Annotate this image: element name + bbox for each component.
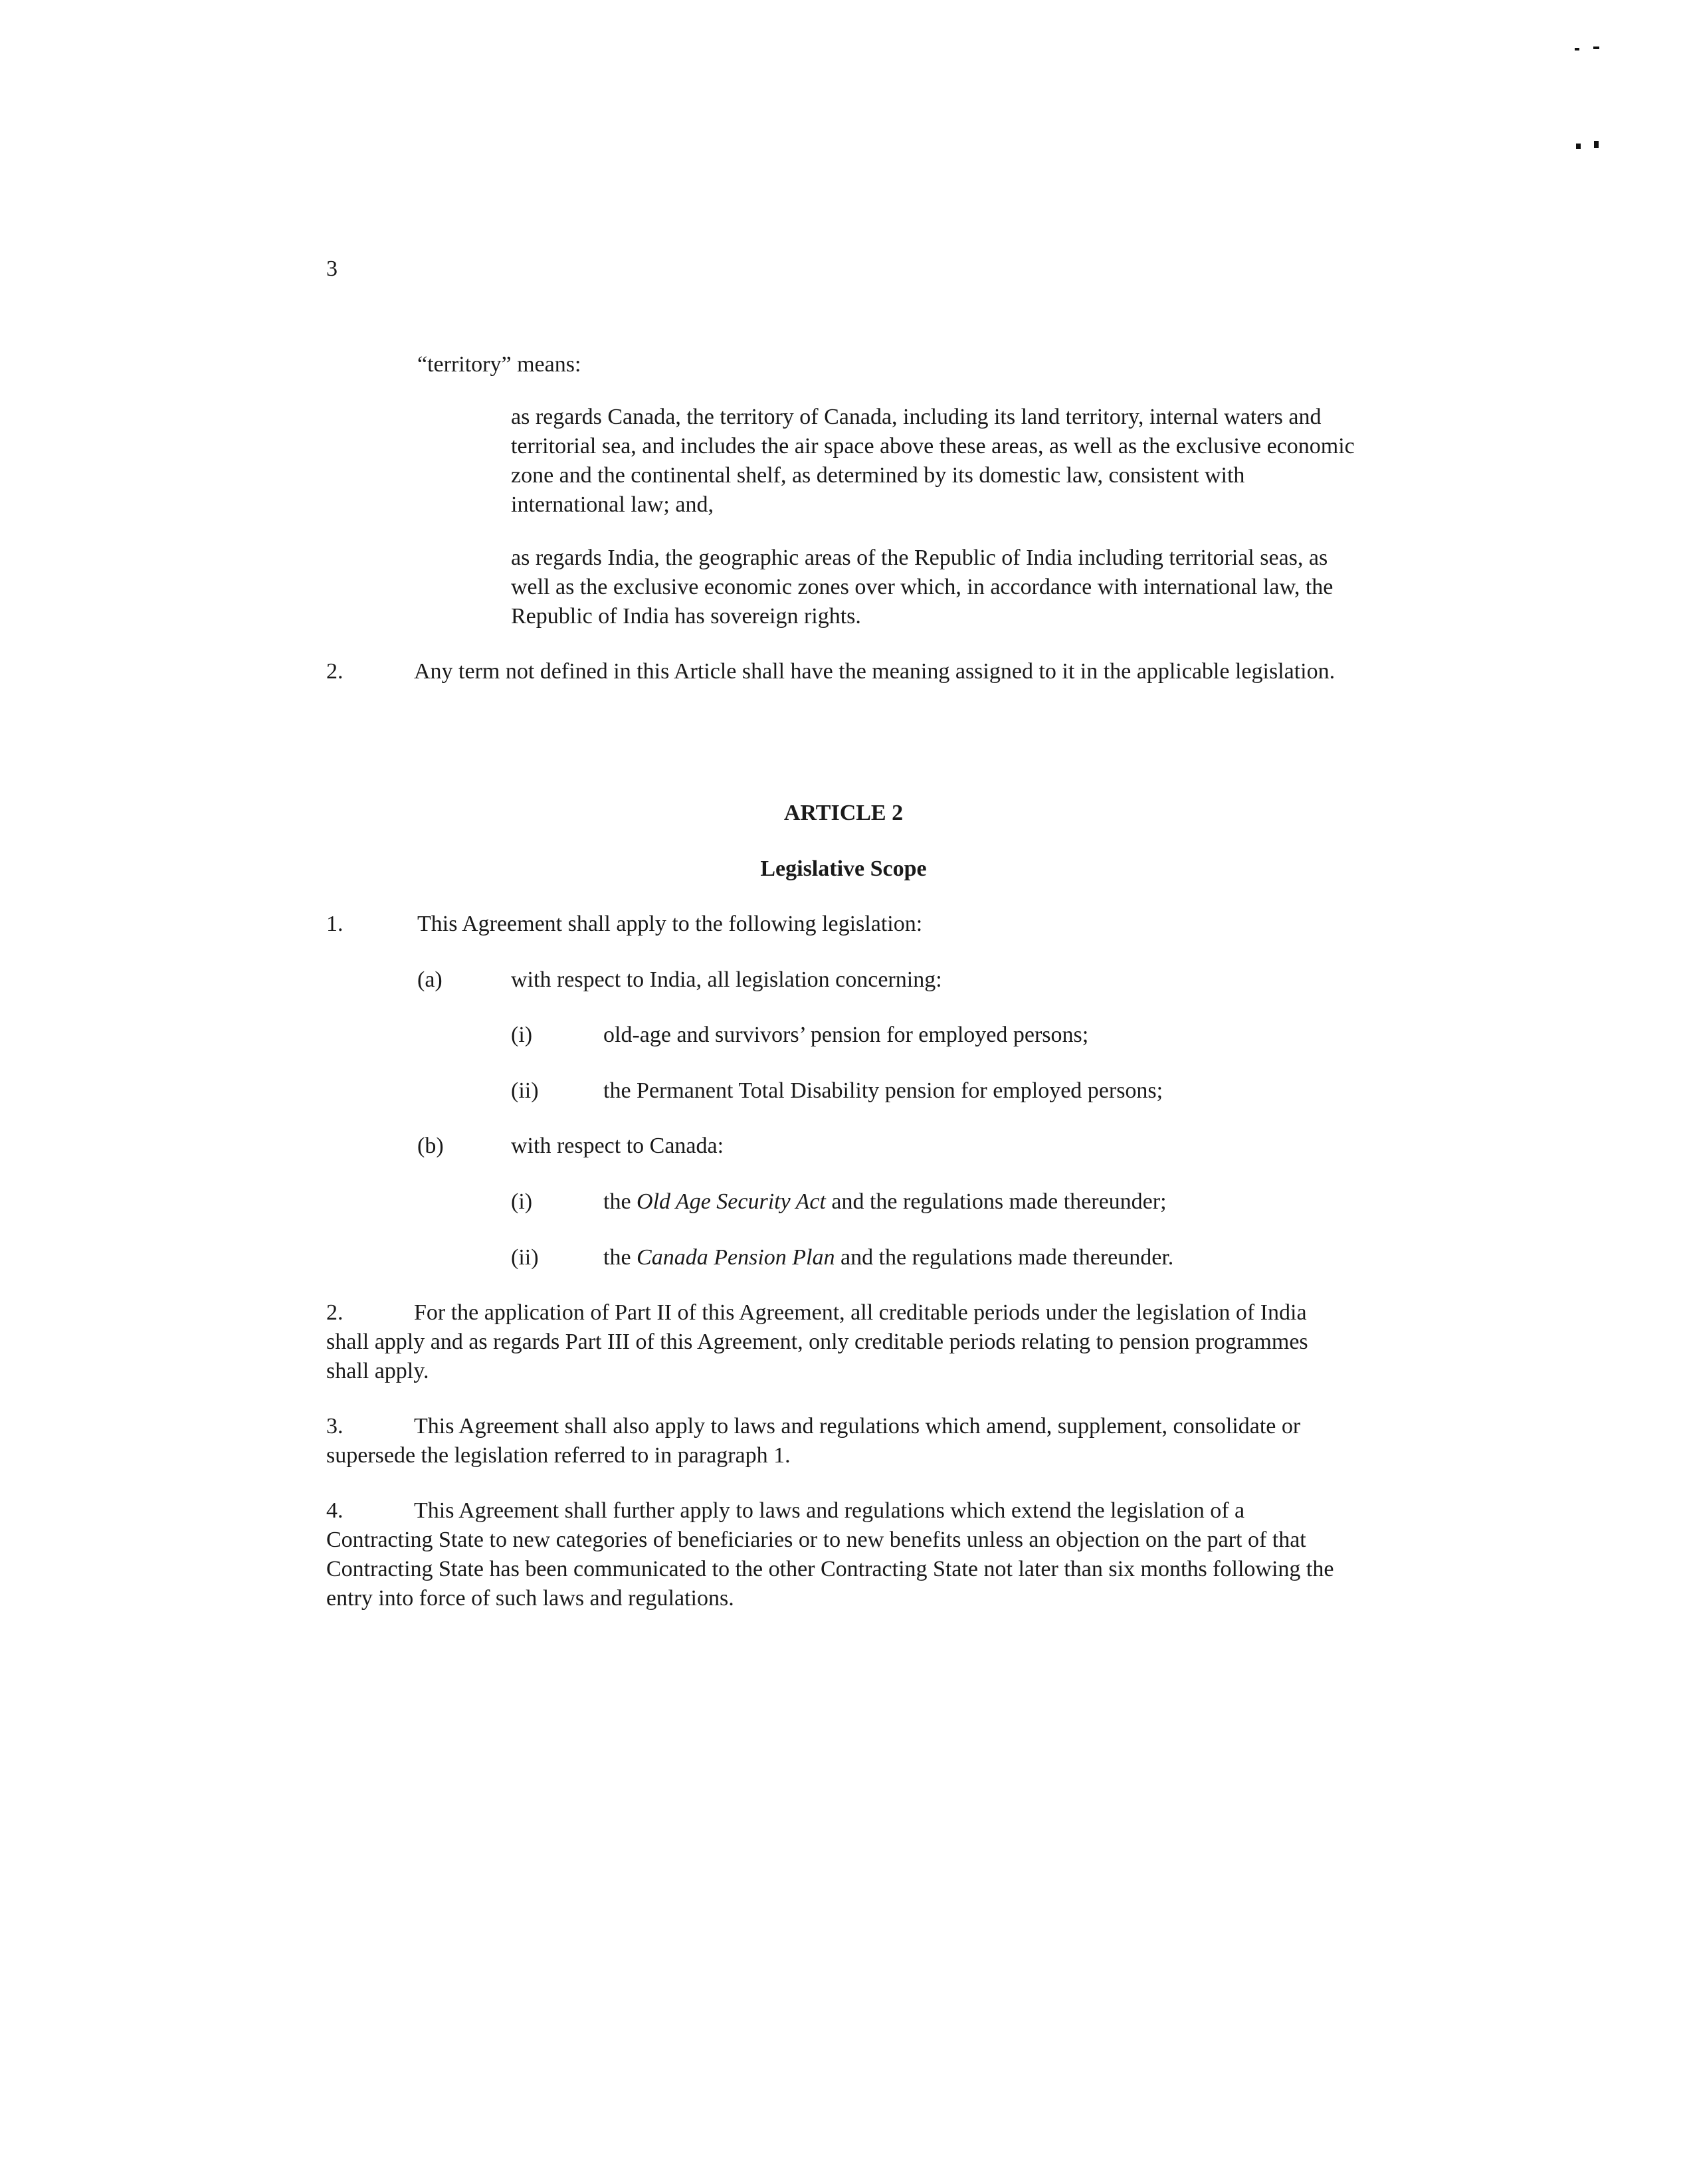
paragraph-number: 1. (326, 912, 344, 936)
definition-india: as regards India, the geographic areas of the Republic of India including territorial seas, as well as the exclusive economic zones over which, in accordance with international law, the Republic of India has sovereign rights. (511, 546, 1334, 629)
act-title: Old Age Security Act (637, 1189, 826, 1214)
definition-canada: as regards Canada, the territory of Canada, including its land territory, internal waters and territorial sea, and includes the air space above these areas, as well as the exclusive economic zone and the continental shelf, as determined by its domestic law, consistent with international law; and, (511, 405, 1355, 517)
paragraph-text: Any term not defined in this Article shall have the meaning assigned to it in the applicable legislation. (414, 659, 1336, 684)
scan-mark (1593, 47, 1599, 49)
clause-label: (a) (417, 967, 443, 992)
article-title: ARTICLE 2 (783, 801, 904, 825)
paragraph-number: 4. (326, 1498, 344, 1523)
article1-paragraph-2 (326, 657, 1349, 686)
paragraph-text: This Agreement shall apply to the following legislation: (417, 912, 923, 936)
item-label: (ii) (511, 1245, 539, 1270)
act-title: Canada Pension Plan (637, 1245, 835, 1270)
paragraph-text: For the application of Part II of this Agreement, all creditable periods under the legislation of India shall apply and as regards Part III of this Agreement, only creditable periods relating to pension programmes shall apply. (326, 1300, 1308, 1383)
clause-text: with respect to India, all legislation concerning: (511, 967, 942, 992)
paragraph-number: 3. (326, 1414, 344, 1439)
paragraph-number: 2. (326, 1300, 344, 1325)
article2-paragraph-2 (326, 1298, 1349, 1386)
item-text-post: and the regulations made thereunder; (825, 1189, 1167, 1214)
item-label: (ii) (511, 1078, 539, 1103)
article2-paragraph-3 (326, 1412, 1349, 1470)
item-text (603, 1243, 1173, 1272)
item-label: (i) (511, 1023, 533, 1047)
item-text-post: and the regulations made thereunder. (835, 1245, 1174, 1270)
article2-paragraph-4 (326, 1496, 1349, 1613)
scan-mark (1594, 141, 1599, 148)
paragraph-number: 2. (326, 659, 344, 684)
item-text: the Permanent Total Disability pension for employed persons; (603, 1078, 1163, 1103)
scan-mark (1576, 144, 1581, 149)
clause-label: (b) (417, 1134, 444, 1158)
article-subtitle: Legislative Scope (760, 856, 927, 881)
scan-mark (1575, 48, 1579, 50)
definition-term: “territory” means: (417, 352, 581, 377)
page-number: 3 (326, 256, 338, 281)
paragraph-text: This Agreement shall also apply to laws and regulations which amend, supplement, consolidate or supersede the legislation referred to in paragraph 1. (326, 1414, 1301, 1468)
item-text-pre: the (603, 1245, 637, 1270)
clause-text: with respect to Canada: (511, 1134, 724, 1158)
item-label: (i) (511, 1189, 533, 1214)
item-text-pre: the (603, 1189, 637, 1214)
paragraph-text: This Agreement shall further apply to laws and regulations which extend the legislation of a Contracting State to new categories of beneficiaries or to new benefits unless an objection on the part of that Contracting State has been communicated to the other Contracting State not later than six months following the entry into force of such laws and regulations. (326, 1498, 1334, 1611)
item-text: old-age and survivors’ pension for employed persons; (603, 1023, 1089, 1047)
item-text (603, 1187, 1167, 1217)
